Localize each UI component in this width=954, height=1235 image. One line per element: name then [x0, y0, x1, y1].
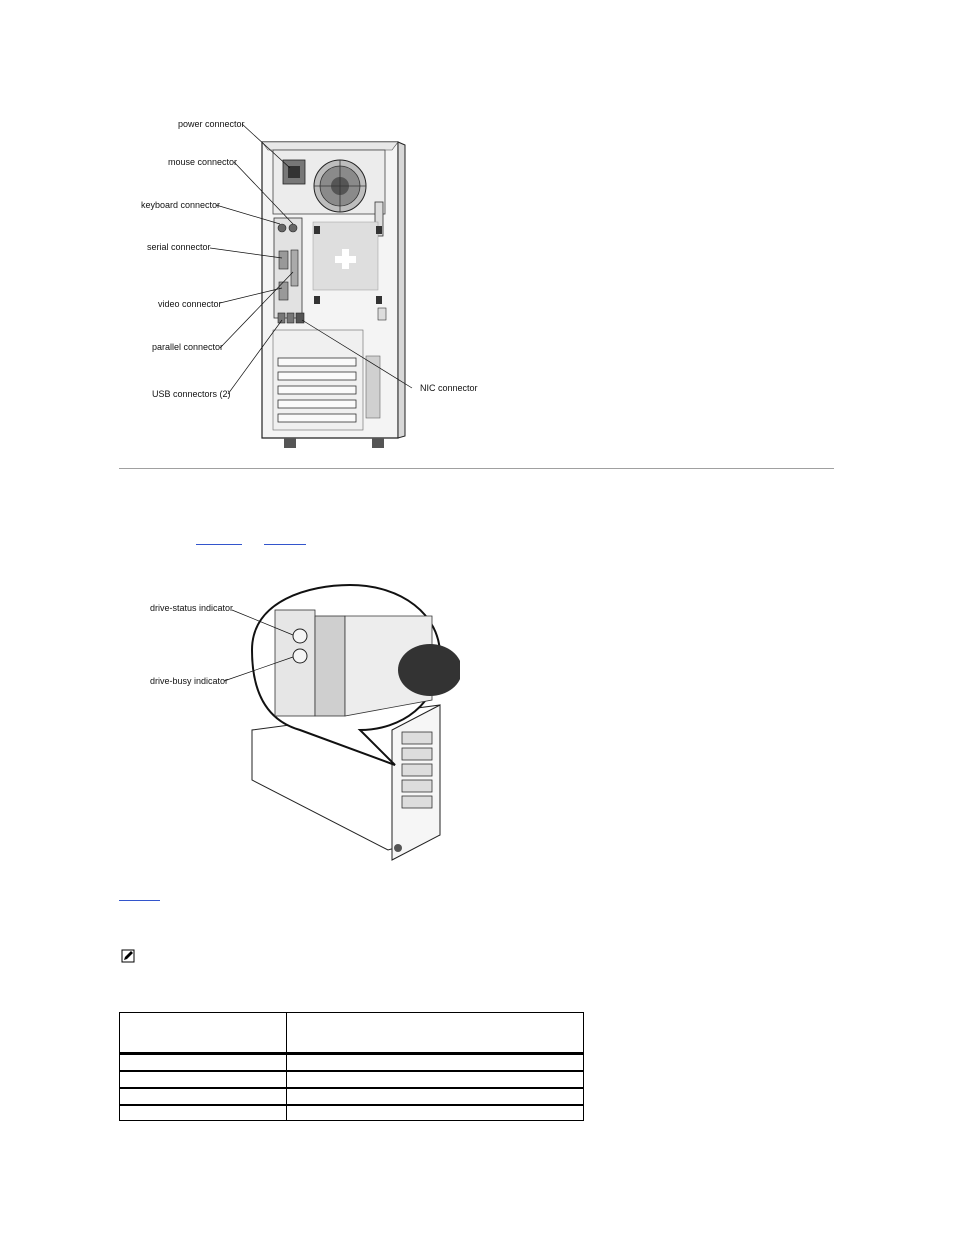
table-row [120, 1054, 584, 1072]
table-cell [286, 1054, 583, 1072]
table-cell [286, 1071, 583, 1088]
table-row [120, 1088, 584, 1105]
table-header-cell [286, 1013, 583, 1054]
figure-link-1[interactable] [196, 544, 242, 545]
back-to-top-link[interactable] [119, 900, 160, 901]
table-row [120, 1105, 584, 1121]
section-divider [119, 468, 834, 469]
drive-status-indicator-label: drive-status indicator [150, 603, 234, 613]
table-row [120, 1071, 584, 1088]
table-header-row [120, 1013, 584, 1054]
table-cell [120, 1054, 287, 1072]
table-cell [120, 1105, 287, 1121]
video-connector-label: video connector [158, 299, 222, 309]
parallel-connector-label: parallel connector [152, 342, 224, 352]
table-cell [120, 1071, 287, 1088]
drive-indicators-figure [140, 580, 460, 865]
table-cell [120, 1088, 287, 1105]
keyboard-connector-label: keyboard connector [141, 200, 221, 210]
drive-indicators-illustration [140, 580, 460, 865]
table-cell [286, 1105, 583, 1121]
power-connector-label: power connector [178, 119, 245, 129]
table-header-cell [120, 1013, 287, 1054]
mouse-connector-label: mouse connector [168, 157, 238, 167]
indicator-table [119, 1012, 584, 1121]
nic-connector-label: NIC connector [420, 383, 478, 393]
serial-connector-label: serial connector [147, 242, 211, 252]
drive-busy-indicator-label: drive-busy indicator [150, 676, 229, 686]
figure-link-2[interactable] [264, 544, 306, 545]
table-cell [286, 1088, 583, 1105]
usb-connectors-label: USB connectors (2) [152, 389, 231, 399]
note-icon [121, 949, 135, 963]
